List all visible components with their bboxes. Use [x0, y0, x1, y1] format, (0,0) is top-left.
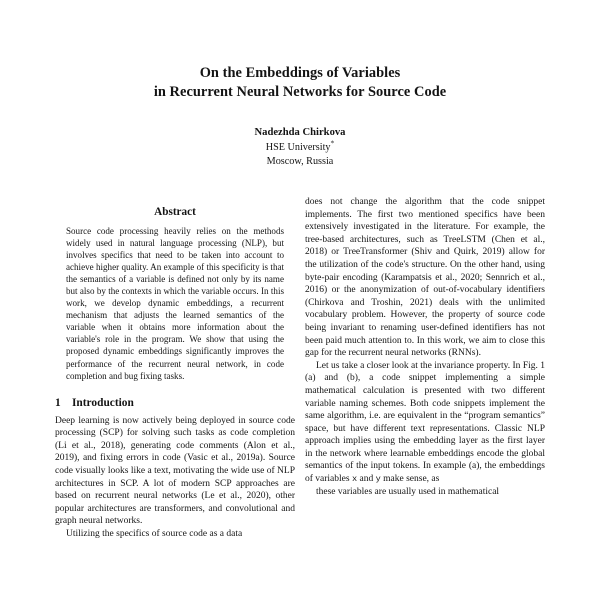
paragraph-text-segment: Let us take a closer look at the invariance property. In Fig. 1 (a) and (b), a code snippet implementing a simple mathematical calculation is presented with two different variable naming schemes. Both code snippets implement the same algorithm, i.e. are equivalent in the “program semantics” space, but have different text representations. Classic NLP approach implies using the embedding layer as the first layer in the network where learnable embeddings encode the global semantics of the input tokens. In example (a), the embeddings of variables: [305, 360, 545, 485]
inline-code-variable-y: y: [375, 474, 381, 485]
left-column: [55, 196, 295, 541]
paragraph: Utilizing the specifics of source code as a data: [66, 528, 243, 539]
affiliation-text: HSE University: [265, 141, 331, 153]
author-block: [55, 126, 545, 170]
paragraph: these variables are usually used in mathematical: [316, 486, 500, 497]
paragraph: does not change the algorithm that the code snippet implements. The first two mentioned specifics have been extensively investigated in the literature. For example, the tree-based architectures, such as TreeLSTM (Chen et al., 2018) or TreeTransformer (Shiv and Quirk, 2019) allow for the utilization of the code's structure. On the other hand, using byte-pair encoding (Karampatsis et al., 2020; Sennrich et al., 2016) or the anonymization of out-of-vocabulary identifiers (Chirkova and Troshin, 2021) deals with the unlimited vocabulary problem. However, the property of source code being invariant to renaming user-defined identifiers has not been paid much attention to. In this work, we aim to close this gap for the recurrent neural networks (RNNs).: [305, 197, 545, 359]
paper-title-block: [55, 64, 545, 101]
paragraph-text-segment: and: [357, 474, 376, 485]
title-line-1: On the Embeddings of Variables: [199, 65, 401, 81]
author-location: Moscow, Russia: [266, 156, 334, 168]
abstract-body: Source code processing heavily relies on the methods widely used in natural language processing (NLP), but involves specifics that need to be taken into account to achieve higher quality. An example of this specificity is that the semantics of a variable is defined not only by its name but also by the contexts in which the variable occurs. In this work, we develop dynamic embeddings, a recurrent mechanism that adjusts the learned semantics of the variable when it obtains more information about the variable's role in the program. We show that using the proposed dynamic embeddings significantly improves the performance of the recurrent neural network, in code completion and bug fixing tasks.: [66, 226, 284, 381]
section-title: Introduction: [72, 396, 134, 409]
abstract-heading: Abstract: [154, 206, 196, 218]
author-name: Nadezhda Chirkova: [254, 127, 346, 138]
inline-code-variable-x: x: [351, 474, 358, 485]
footnote-marker: *: [330, 138, 335, 148]
paragraph-text-segment: make sense, as: [380, 474, 440, 485]
page-title: [55, 64, 545, 101]
author-affiliation: [55, 138, 545, 156]
paragraph: Deep learning is now actively being deployed in source code processing (SCP) for solving such tasks as code completion (Li et al., 2018), generating code comments (Alon et al., 2019), and fixing errors in code (Vasic et al., 2019a). Source code visually looks like a text, motivating the wide use of NLP architectures in SCP. A lot of modern SCP approaches are based on recurrent neural networks (Le et al., 2020), other popular architectures are transformers, and convolutional and graph neural networks.: [55, 415, 295, 527]
paragraph: [305, 360, 545, 486]
section-heading-introduction: [55, 397, 295, 410]
section-number: 1: [55, 396, 61, 409]
title-line-2: in Recurrent Neural Networks for Source Code: [153, 83, 447, 100]
right-column: [305, 196, 545, 498]
